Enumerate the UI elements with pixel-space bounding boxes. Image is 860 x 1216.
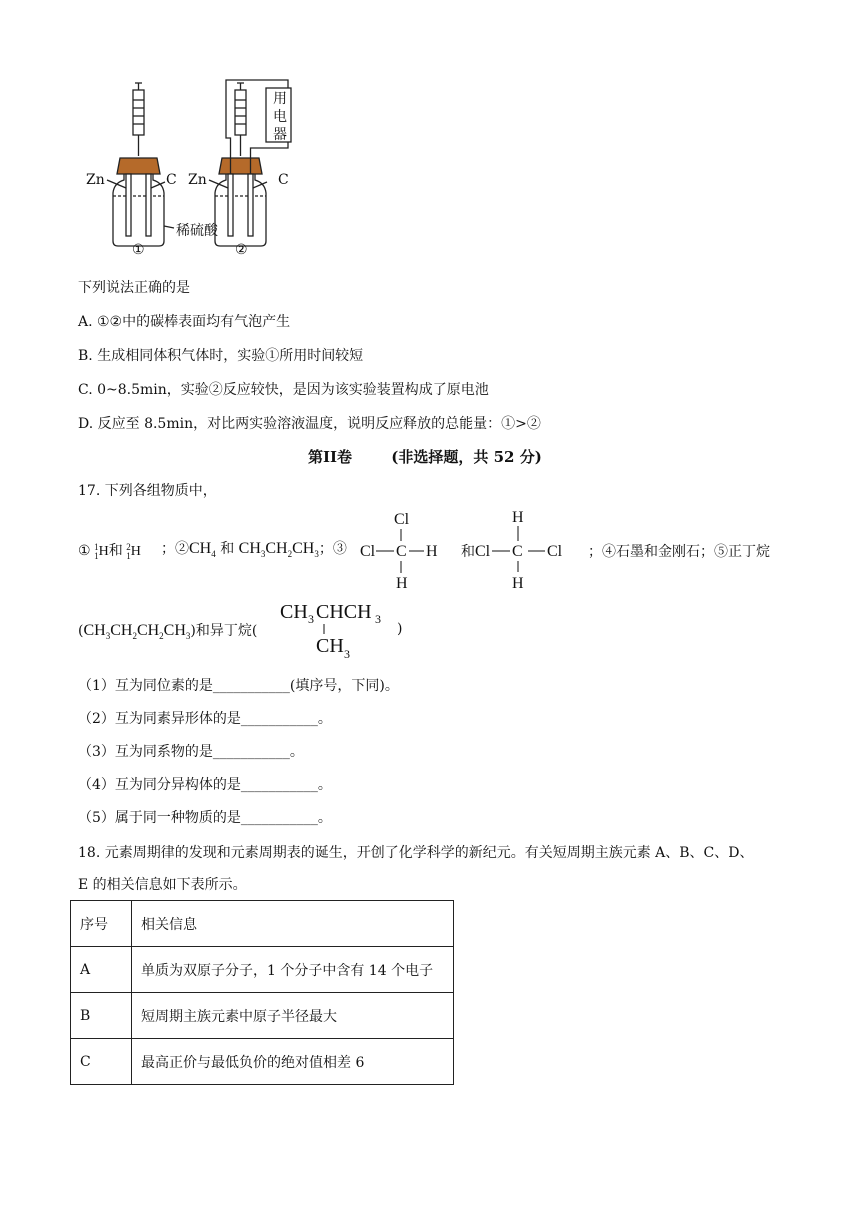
isobutane-close: )	[397, 621, 403, 637]
table-row	[71, 993, 454, 1039]
svg-text:3: 3	[344, 647, 350, 661]
table-row	[71, 947, 454, 993]
svg-text:CHCH: CHCH	[316, 601, 372, 623]
svg-text:H: H	[426, 543, 438, 560]
section-title	[308, 446, 542, 467]
item1-prefix: ①	[78, 543, 91, 559]
q18-stem-line2: E 的相关信息如下表所示。	[78, 877, 247, 893]
svg-text:H: H	[396, 575, 408, 592]
table-cell: 最高正价与最低负价的绝对值相差 6	[132, 1039, 454, 1085]
svg-text:Cl: Cl	[394, 511, 410, 528]
electrical-device-label	[270, 90, 290, 144]
q16-stem: 下列说法正确的是	[78, 280, 190, 296]
isobutane-structure	[280, 598, 390, 662]
q17-sub-3: （3）互为同系物的是___________。	[78, 744, 304, 760]
element-info-table	[70, 900, 454, 1085]
svg-text:Cl: Cl	[475, 543, 491, 560]
table-row	[71, 1039, 454, 1085]
q17-item2: ；$②CH_4$ 和 $CH_3CH_2CH_3$；③	[161, 540, 347, 560]
item2-prefix: ；②	[161, 541, 189, 557]
table-cell: A	[71, 947, 132, 993]
q17-items-4-5: ；④石墨和金刚石；⑤正丁烷	[588, 544, 770, 560]
table-cell: C	[71, 1039, 132, 1085]
table-cell: 短周期主族元素中原子半径最大	[132, 993, 454, 1039]
c-label-1: C	[166, 172, 177, 188]
and-2: 和	[220, 541, 235, 557]
table-cell: 单质为双原子分子，1 个分子中含有 14 个电子	[132, 947, 454, 993]
acid-label: 稀硫酸	[176, 223, 218, 239]
q18-stem-line1: 18. 元素周期律的发现和元素周期表的诞生，开创了化学科学的新纪元。有关短周期主族元素 A、B、C、D、	[78, 845, 754, 861]
c-label-2: C	[278, 172, 289, 188]
zn-label-2: Zn	[188, 172, 207, 188]
svg-text:Cl: Cl	[547, 543, 563, 560]
svg-text:Cl: Cl	[360, 543, 376, 560]
q17-sub-1: （1）互为同位素的是___________(填序号，下同)。	[78, 678, 399, 694]
and-3: 和	[461, 544, 475, 560]
q16-option-a: A. ①②中的碳棒表面均有气泡产生	[78, 314, 291, 330]
svg-text:H: H	[512, 509, 524, 526]
experiment-1-label: ①	[132, 242, 145, 258]
zn-label-1: Zn	[86, 172, 105, 188]
isobutane-text: )和异丁烷(	[190, 623, 258, 639]
svg-text:CH: CH	[316, 635, 344, 657]
section-title-main: 第II卷	[308, 448, 353, 466]
device-char-1: 用	[273, 91, 287, 107]
svg-text:3: 3	[308, 612, 314, 626]
q17-sub-2: （2）互为同素异形体的是___________。	[78, 711, 332, 727]
svg-text:C: C	[512, 543, 523, 560]
q17-sub-5: （5）属于同一种物质的是___________。	[78, 810, 332, 826]
q17-item1: ① 1 1H和 2 1H	[78, 541, 141, 561]
table-header-info: 相关信息	[132, 901, 454, 947]
q16-option-b: B. 生成相同体积气体时，实验①所用时间较短	[78, 348, 364, 364]
dichloromethane-structure-2	[475, 506, 571, 592]
q17-stem: 17. 下列各组物质中，	[78, 483, 217, 499]
table-header-index: 序号	[71, 901, 132, 947]
table-cell: B	[71, 993, 132, 1039]
device-char-2: 电	[273, 109, 287, 125]
q16-option-d: D. 反应至 8.5min，对比两实验溶液温度，说明反应释放的总能量：①>②	[78, 416, 541, 432]
dichloromethane-structure-1	[358, 508, 444, 592]
experiment-2-label: ②	[235, 242, 248, 258]
svg-text:C: C	[396, 543, 407, 560]
q17-sub-4: （4）互为同分异构体的是___________。	[78, 777, 332, 793]
svg-text:CH: CH	[280, 601, 308, 623]
q17-butane-line: $(CH_3CH_2CH_2CH_3)$和异丁烷(	[78, 622, 258, 642]
item3-prefix: ；③	[318, 541, 347, 557]
device-char-3: 器	[273, 127, 287, 143]
section-title-sub: (非选择题，共 52 分)	[391, 448, 542, 466]
q16-option-c: C. 0~8.5min，实验②反应较快，是因为该实验装置构成了原电池	[78, 382, 489, 398]
svg-text:H: H	[512, 575, 524, 592]
table-header-row	[71, 901, 454, 947]
svg-text:3: 3	[375, 612, 381, 626]
and-1: 和	[108, 543, 123, 559]
